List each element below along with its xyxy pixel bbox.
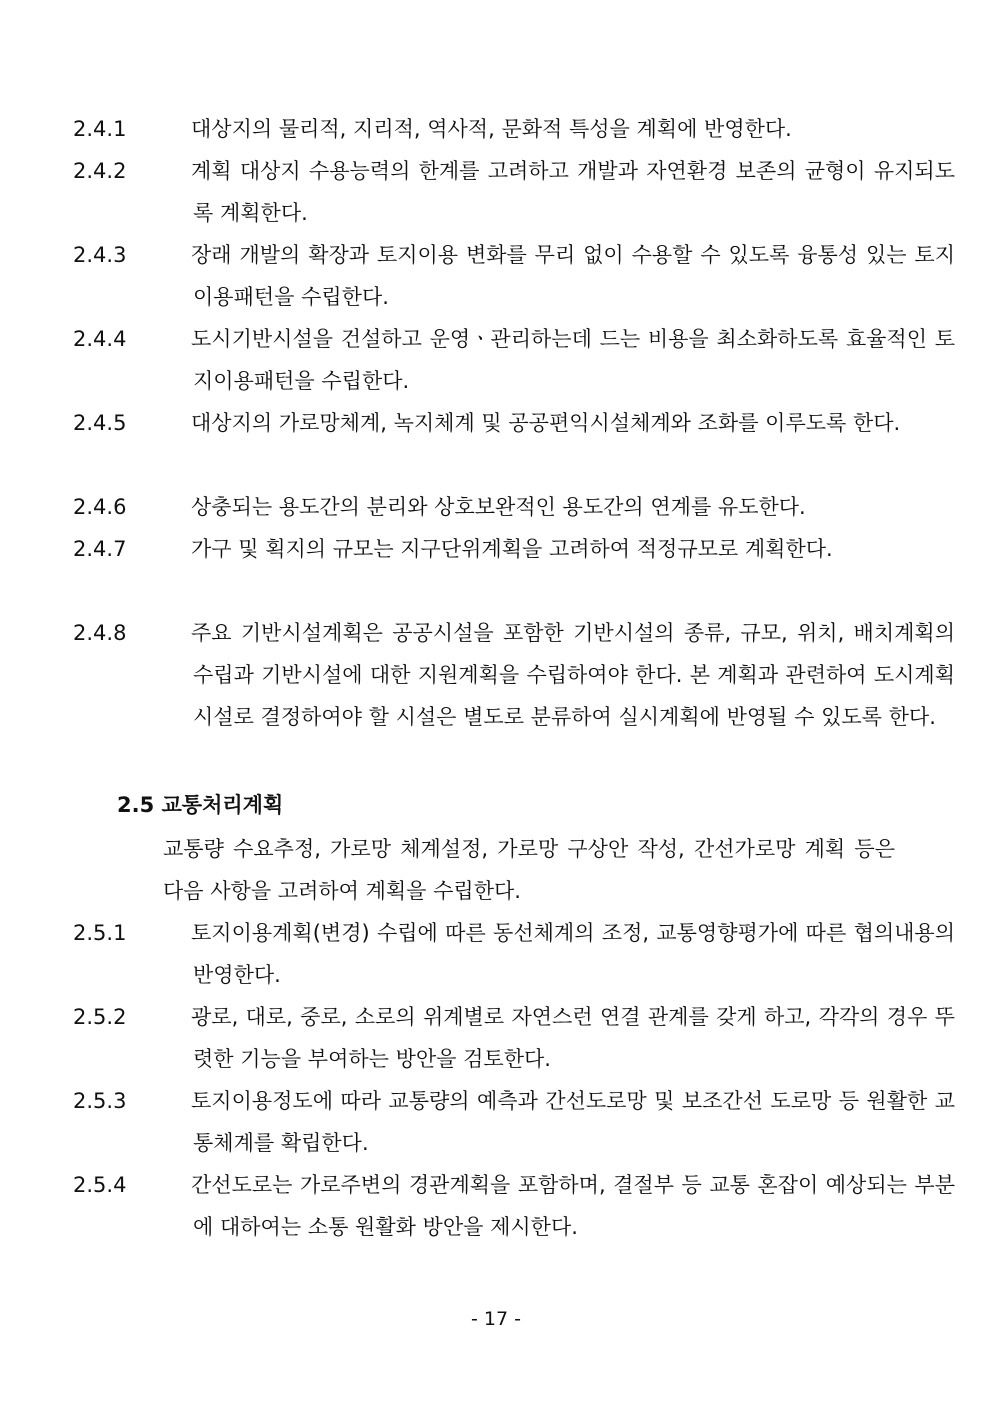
section-intro-paragraph: 교통량 수요추정, 가로망 체계설정, 가로망 구상안 작성, 간선가로망 계획 등은 다음 사항을 고려하여 계획을 수립한다. (163, 837, 895, 903)
list-item-2-4-2 (73, 150, 955, 234)
item-text: 상충되는 용도간의 분리와 상호보완적인 용도간의 연계를 유도한다. (191, 495, 806, 519)
item-number: 2.4.2 (73, 159, 127, 183)
section-heading: 2.5 교통처리계획 (117, 793, 284, 817)
list-item-2-4-6 (73, 486, 955, 528)
item-text: 대상지의 물리적, 지리적, 역사적, 문화적 특성을 계획에 반영한다. (191, 117, 792, 141)
item-number: 2.5.2 (73, 1005, 127, 1029)
item-number: 2.4.1 (73, 117, 127, 141)
list-item-2-4-3 (73, 234, 955, 318)
item-text: 토지이용계획(변경) 수립에 따른 동선체계의 조정, 교통영향평가에 따른 협의내용의 반영한다. (191, 921, 955, 987)
item-number: 2.4.3 (73, 243, 127, 267)
item-number: 2.4.4 (73, 327, 127, 351)
item-number: 2.4.8 (73, 621, 127, 645)
list-item-2-4-1 (73, 108, 955, 150)
item-text: 도시기반시설을 건설하고 운영ㆍ관리하는데 드는 비용을 최소화하도록 효율적인 토지이용패턴을 수립한다. (191, 327, 955, 393)
item-text: 계획 대상지 수용능력의 한계를 고려하고 개발과 자연환경 보존의 균형이 유지되도록 계획한다. (191, 159, 955, 225)
list-item-2-4-5 (73, 402, 955, 444)
list-item-2-5-1 (73, 912, 955, 996)
list-item-2-4-8 (73, 612, 955, 738)
list-item-2-5-3 (73, 1080, 955, 1164)
item-text: 대상지의 가로망체계, 녹지체계 및 공공편익시설체계와 조화를 이루도록 한다. (191, 411, 901, 435)
item-text: 가구 및 획지의 규모는 지구단위계획을 고려하여 적정규모로 계획한다. (191, 537, 833, 561)
item-text: 토지이용정도에 따라 교통량의 예측과 간선도로망 및 보조간선 도로망 등 원활한 교통체계를 확립한다. (191, 1089, 955, 1155)
item-number: 2.5.4 (73, 1173, 127, 1197)
item-number: 2.4.7 (73, 537, 127, 561)
list-item-2-4-7 (73, 528, 955, 570)
item-number: 2.4.5 (73, 411, 127, 435)
item-text: 광로, 대로, 중로, 소로의 위계별로 자연스런 연결 관계를 갖게 하고, 각각의 경우 뚜렷한 기능을 부여하는 방안을 검토한다. (191, 1005, 955, 1071)
list-item-2-4-4 (73, 318, 955, 402)
list-item-2-5-2 (73, 996, 955, 1080)
item-number: 2.4.6 (73, 495, 127, 519)
page-number: - 17 - (471, 1308, 521, 1330)
item-number: 2.5.1 (73, 921, 127, 945)
item-text: 주요 기반시설계획은 공공시설을 포함한 기반시설의 종류, 규모, 위치, 배치계획의 수립과 기반시설에 대한 지원계획을 수립하여야 한다. 본 계획과 관련하여 도시계획시설로 결정하여야 할 시설은 별도로 분류하여 실시계획에 반영될 수 있도록 한다. (191, 621, 955, 729)
item-text: 간선도로는 가로주변의 경관계획을 포함하며, 결절부 등 교통 혼잡이 예상되는 부분에 대하여는 소통 원활화 방안을 제시한다. (191, 1173, 955, 1239)
list-item-2-5-4 (73, 1164, 955, 1248)
item-number: 2.5.3 (73, 1089, 127, 1113)
item-text: 장래 개발의 확장과 토지이용 변화를 무리 없이 수용할 수 있도록 융통성 있는 토지이용패턴을 수립한다. (191, 243, 955, 309)
